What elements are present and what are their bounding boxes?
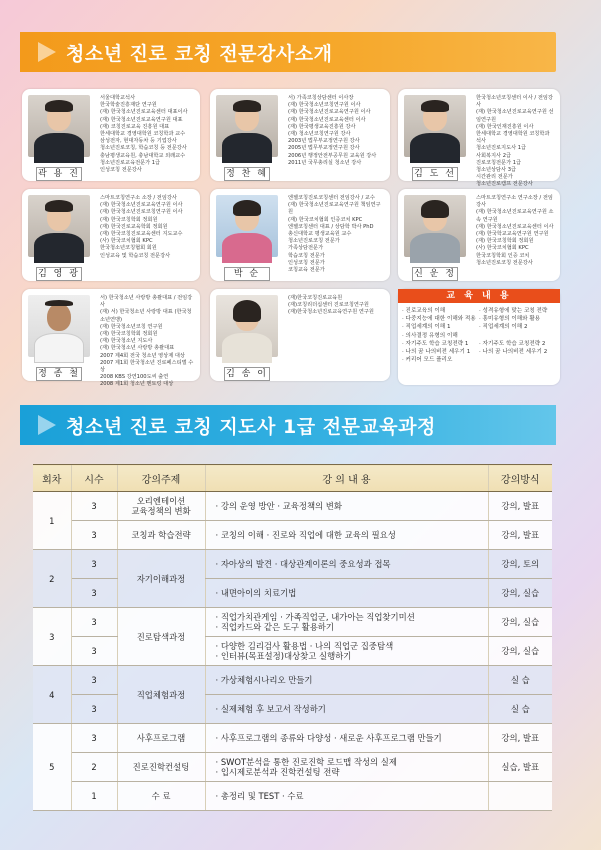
hours-cell: 3: [71, 521, 117, 550]
session-cell: 5: [33, 724, 71, 811]
session-cell: 1: [33, 492, 71, 550]
topic-cell: 수 료: [117, 782, 205, 811]
topic-cell: 진로진학컨설팅: [117, 753, 205, 782]
hours-cell: 3: [71, 492, 117, 521]
instructor-photo: [404, 95, 466, 157]
table-row: [33, 608, 552, 637]
hours-cell: 1: [71, 782, 117, 811]
content-cell: · 가상체험시나리오 만들기: [205, 666, 488, 695]
instructor-name: 정 종 철: [36, 367, 82, 381]
table-row: [33, 782, 552, 811]
instructor-card: [398, 189, 560, 281]
instructor-photo: [28, 295, 90, 357]
instructor-career: 서울대학교석사 한국학술진흥재단 연구원 (재) 한국청소년진로교육센터 대표이사 (재) 한국청소년진로교육연구원 대표 (재) 코칭진로교육 진흥원 대표 한세대학교 경영대학원 코칭학과 교수 삼성전자, 현대자동차 등 기업강사 청소년진로코칭, 학습코칭 등 전문강사 충남평생교육원, 충남대학교 외래교수 청소년진로교육전문가 1급 인성코칭 전문강사: [100, 95, 188, 174]
content-cell: · SWOT분석을 통한 진로진학 로드맵 작성의 실제 · 입시제로분석과 진학컨설팅 전략: [205, 753, 488, 782]
education-list-left: · 진로교육의 이해 · 다중지능에 대한 이해와 적용 · 직업세계의 이해 1 · 의사결정 유형의 이해 · 자기주도 학습 코칭전략 1 · 나의 꿈 나의비전 세우기 1 · 커리어 모드 플리오: [402, 308, 476, 364]
instructor-career: 서) 가족코칭상담센터 이사장 (재) 한국청소년코칭연구원 이사 (재) 한국청소년진로교육연구원 이사 (재) 한국청소년진로교육센터 이사 (재) 한국평생교육진흥원 강사 (재) 청소년코칭연구원 강사 2003년 법무부교정연구원 강사 2005년 법무부교정연구원 강사 2006년 행정안전부공무원 교육원 강사 2011년 국무총리실 청소년 강사: [288, 95, 377, 166]
method-cell: 강의, 실습: [488, 637, 552, 666]
method-cell: 실 습: [488, 695, 552, 724]
table-row: [33, 666, 552, 695]
instructor-career: 한국청소년코칭센터 이사 / 전임강사 (재) 한국청소년진로교육연구원 선임연구원 (재) 한국인재진흥원 이사 한세대학교 경영대학원 코칭학과 석사 청소년진로지도사 1급 사회복지사 2급 진로코칭전문가 1급 청소년상담사 3급 시간관리 전문가 청소년진로캠프 전문강사: [476, 95, 554, 188]
method-cell: 실습, 발표: [488, 753, 552, 782]
instructor-name: 신 운 정: [412, 267, 458, 281]
hours-cell: 3: [71, 724, 117, 753]
instructor-career: 서) 한국청소년 사랑방 총괄대표 / 전임강사 (재) 서) 한국청소년 사랑방 대표 (한국청소년연맹) (재) 한국청소년코칭 연구원 (재) 한국코칭학회 정회원 (재) 한국청소년 지도사 (재) 한국청소년 사랑방 총괄대표 2007 제4회 전국 청소년 영상제 대상 2007 제1회 한국청소년 진로페스티벌 수상 2008 KBS 강연100도씨 출연 2008 제1회 청소년 멘토링 대상: [100, 295, 194, 388]
method-cell: 강의, 발표: [488, 521, 552, 550]
hours-cell: 3: [71, 579, 117, 608]
instructor-photo: [216, 295, 278, 357]
instructor-card: [22, 89, 200, 181]
instructor-card: [398, 89, 560, 188]
content-cell: · 강의 운영 방안 · 교육정책의 변화: [205, 492, 488, 521]
topic-cell: 직업체험과정: [117, 666, 205, 724]
instructor-photo: [28, 195, 90, 257]
instructor-career: (재)한국코칭진로교육원 (재)코칭리더십센터 진로코칭연구원 (재)한국청소년진로교육연구원 연구원: [288, 295, 374, 316]
content-cell: · 직업가치관게임 · 가족직업군, 내가아는 직업찾기미션 · 직업카드와 같은 도구 활용하기: [205, 608, 488, 637]
header-content: 강 의 내 용: [205, 465, 488, 492]
method-cell: 강의, 토의: [488, 550, 552, 579]
instructors-title: 청소년 진로 코칭 전문강사소개: [66, 42, 333, 65]
topic-cell: 진로탐색과정: [117, 608, 205, 666]
instructor-name: 김 영 광: [36, 267, 82, 281]
header-method: 강의방식: [488, 465, 552, 492]
method-cell: 강의, 발표: [488, 492, 552, 521]
hours-cell: 3: [71, 608, 117, 637]
instructors-banner: [20, 32, 556, 72]
table-row: [33, 521, 552, 550]
instructor-career: 엔젤코칭진로코칭센터 전임강사 / 교수 (재) 한국청소년진로교육연구원 책임연구원 (재) 한국코치협회 인증코치 KPC 엔젤코칭센터 대표 / 상담학 박사 PhD 총신대학교 평생교육원 교수 청소년진로코칭 전문가 가족상담전문가 학습코칭 전문가 인성코칭 전문가 코칭교육 전문가: [288, 195, 381, 274]
table-row: [33, 724, 552, 753]
instructor-photo: [28, 95, 90, 157]
hours-cell: 3: [71, 666, 117, 695]
education-title: 교 육 내 용: [398, 289, 560, 303]
header-topic: 강의주제: [117, 465, 205, 492]
content-cell: · 사후프로그램의 종류와 다양성 · 새로운 사후프로그램 만들기: [205, 724, 488, 753]
hours-cell: 2: [71, 753, 117, 782]
hours-cell: 3: [71, 550, 117, 579]
instructor-card: [210, 89, 390, 181]
table-row: [33, 492, 552, 521]
banner-arrow-icon: [38, 415, 56, 435]
curriculum-banner: [20, 405, 556, 445]
method-cell: 강의, 실습: [488, 608, 552, 637]
banner-arrow-icon: [38, 42, 56, 62]
instructor-name: 곽 용 진: [36, 167, 82, 181]
table-row: [33, 579, 552, 608]
header-session: 회차: [33, 465, 71, 492]
method-cell: [488, 782, 552, 811]
hours-cell: 3: [71, 695, 117, 724]
instructor-name: 김 송 이: [224, 367, 270, 381]
content-cell: · 내면아이의 치료기법: [205, 579, 488, 608]
instructor-card: [22, 289, 200, 388]
session-cell: 2: [33, 550, 71, 608]
instructor-photo: [404, 195, 466, 257]
method-cell: 강의, 발표: [488, 724, 552, 753]
instructor-card: [210, 189, 390, 281]
content-cell: · 총정리 및 TEST · 수료: [205, 782, 488, 811]
hours-cell: 3: [71, 637, 117, 666]
session-cell: 4: [33, 666, 71, 724]
instructor-name: 박 순: [224, 267, 270, 281]
education-list-right: · 성격유형에 맞는 코칭 전략 · 흥미유형의 이해와 활용 · 직업세계의 이해 2 · 자기주도 학습 코칭전략 2 · 나의 꿈 나의비전 세우기 2: [479, 308, 548, 355]
content-cell: · 실제체험 후 보고서 작성하기: [205, 695, 488, 724]
content-cell: · 다양한 김리검사 활용법 · 나의 직업군 집중탐색 · 인터뷰(목표설정)대상찾고 실행하기: [205, 637, 488, 666]
topic-cell: 오리엔테이션 교육정책의 변화: [117, 492, 205, 521]
education-content-box: [398, 289, 560, 385]
topic-cell: 자기이해과정: [117, 550, 205, 608]
header-hours: 시수: [71, 465, 117, 492]
content-cell: · 자아상의 발견 · 대상관계이론의 중요성과 접목: [205, 550, 488, 579]
table-header-row: [33, 465, 552, 492]
instructor-name: 정 찬 혜: [224, 167, 270, 181]
session-cell: 3: [33, 608, 71, 666]
curriculum-title: 청소년 진로 코칭 지도사 1급 전문교육과정: [66, 415, 436, 438]
instructor-career: 스마트코칭연구소 소장 / 전임강사 (재) 한국청소년진로교육연구원 이사 (재) 한국청소년진로코칭연구원 이사 (재) 한국코칭학회 정회원 (재) 한국진로교육학회 정회원 (재) 한국코칭진로교육센터 지도교수 (사) 한국코치협회 KPC 한국청소년코칭협회 회원 인성교육 및 학습코칭 전문강사: [100, 195, 183, 259]
table-row: [33, 637, 552, 666]
method-cell: 실 습: [488, 666, 552, 695]
method-cell: 강의, 실습: [488, 579, 552, 608]
instructor-card: [210, 289, 390, 381]
table-row: [33, 550, 552, 579]
topic-cell: 코칭과 학습전략: [117, 521, 205, 550]
instructor-name: 김 도 선: [412, 167, 458, 181]
instructor-card: [22, 189, 200, 281]
instructor-photo: [216, 195, 278, 257]
curriculum-table: [33, 464, 552, 811]
content-cell: · 코칭의 이해 · 진로와 직업에 대한 교육의 필요성: [205, 521, 488, 550]
instructor-career: 스마트코칭연구소 연구소장 / 전임강사 (재) 한국청소년진로교육연구원 소속 연구원 (재) 한국청소년진로교육센터 이사 (재) 한국학교교육연구원 연구원 (재) 한국코칭학회 정회원 (사) 한국코치협회 KPC 한국코칭학회 인증 코치 청소년진로코칭 전문강사: [476, 195, 554, 266]
table-row: [33, 753, 552, 782]
table-row: [33, 695, 552, 724]
topic-cell: 사후프로그램: [117, 724, 205, 753]
instructor-photo: [216, 95, 278, 157]
